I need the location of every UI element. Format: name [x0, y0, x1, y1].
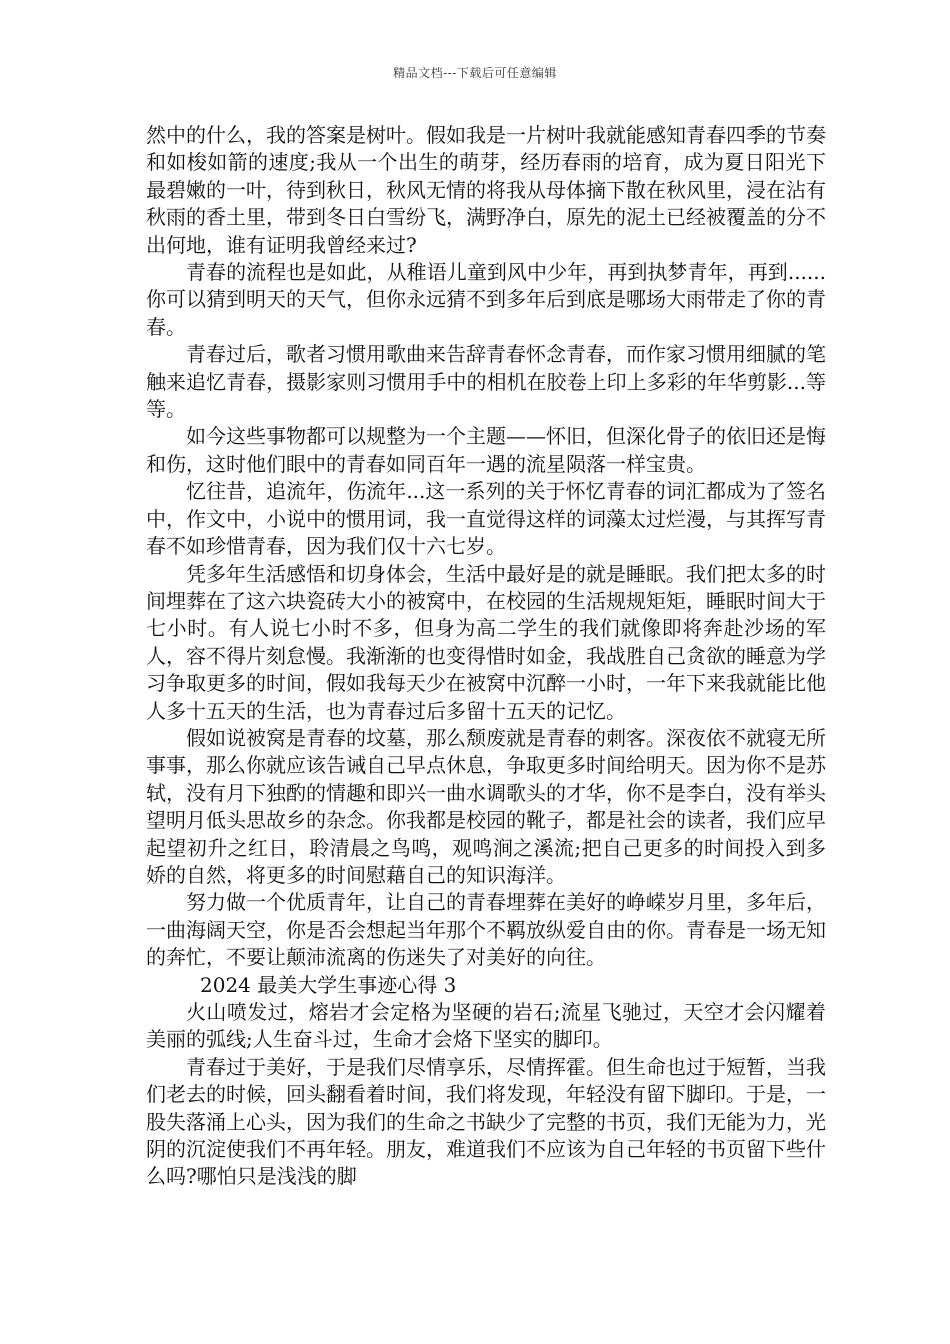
section-paragraph-1: 火山喷发过，熔岩才会定格为坚硬的岩石;流星飞驰过，天空才会闪耀着美丽的弧线;人生奋斗过，生命才会烙下坚实的脚印。	[146, 1000, 826, 1052]
page-header: 精品文档---下载后可任意编辑	[393, 66, 557, 80]
section-heading: 2024 最美大学生事迹心得 3	[200, 972, 457, 997]
paragraph-1: 然中的什么，我的答案是树叶。假如我是一片树叶我就能感知青春四季的节奏和如梭如箭的速度;我从一个出生的萌芽，经历春雨的培育，成为夏日阳光下最碧嫩的一叶，待到秋日，秋风无情的将我从母体摘下散在秋风里，浸在沾有秋雨的香土里，带到冬日白雪纷飞，满野净白，原先的泥土已经被覆盖的分不出何地，谁有证明我曾经来过?	[146, 123, 826, 257]
paragraph-2: 青春的流程也是如此，从稚语儿童到风中少年，再到执梦青年，再到......你可以猜到明天的天气，但你永远猜不到多年后到底是哪场大雨带走了你的青春。	[146, 260, 826, 339]
paragraph-7: 假如说被窝是青春的坟墓，那么颓废就是青春的刺客。深夜依不就寝无所事事，那么你就应该告诫自己早点休息，争取更多时间给明天。因为你不是苏轼，没有月下独酌的情趣和即兴一曲水调歌头的才华，你不是李白，没有举头望明月低头思故乡的杂念。你我都是校园的靴子，都是社会的读者，我们应早起望初升之红日，聆清晨之鸟鸣，观鸣涧之溪流;把自己更多的时间投入到多娇的自然，将更多的时间慰藉自己的知识海洋。	[146, 725, 826, 887]
paragraph-3: 青春过后，歌者习惯用歌曲来告辞青春怀念青春，而作家习惯用细腻的笔触来追忆青春，摄影家则习惯用手中的相机在胶卷上印上多彩的年华剪影...等等。	[146, 342, 826, 422]
paragraph-4: 如今这些事物都可以规整为一个主题——怀旧，但深化骨子的依旧还是悔和伤，这时他们眼中的青春如同百年一遇的流星陨落一样宝贵。	[146, 424, 826, 476]
paragraph-5: 忆往昔，追流年，伤流年...这一系列的关于怀忆青春的词汇都成为了签名中，作文中，小说中的惯用词，我一直觉得这样的词藻太过烂漫，与其挥写青春不如珍惜青春，因为我们仅十六七岁。	[146, 479, 826, 559]
paragraph-8: 努力做一个优质青年，让自己的青春埋葬在美好的峥嵘岁月里，多年后，一曲海阔天空，你是否会想起当年那个不羁放纵爱自由的你。青春是一场无知的奔忙，不要让颠沛流离的伤迷失了对美好的向往。	[146, 890, 826, 970]
document-body	[146, 122, 826, 1191]
paragraph-6: 凭多年生活感悟和切身体会，生活中最好是的就是睡眠。我们把太多的时间埋葬在了这六块瓷砖大小的被窝中，在校园的生活规规矩矩，睡眠时间大于七小时。有人说七小时不多，但身为高二学生的我们就像即将奔赴沙场的军人，容不得片刻怠慢。我渐渐的也变得惜时如金，我战胜自己贪欲的睡意为学习争取更多的时间，假如我每天少在被窝中沉醉一小时，一年下来我就能比他人多十五天的生活，也为青春过后多留十五天的记忆。	[146, 561, 826, 723]
section-paragraph-2: 青春过于美好，于是我们尽情享乐，尽情挥霍。但生命也过于短暂，当我们老去的时候，回头翻看着时间，我们将发现，年轻没有留下脚印。于是，一股失落涌上心头，因为我们的生命之书缺少了完整的书页，我们无能为力，光阴的沉淀使我们不再年轻。朋友，难道我们不应该为自己年轻的书页留下些什么吗?哪怕只是浅浅的脚	[146, 1054, 826, 1189]
